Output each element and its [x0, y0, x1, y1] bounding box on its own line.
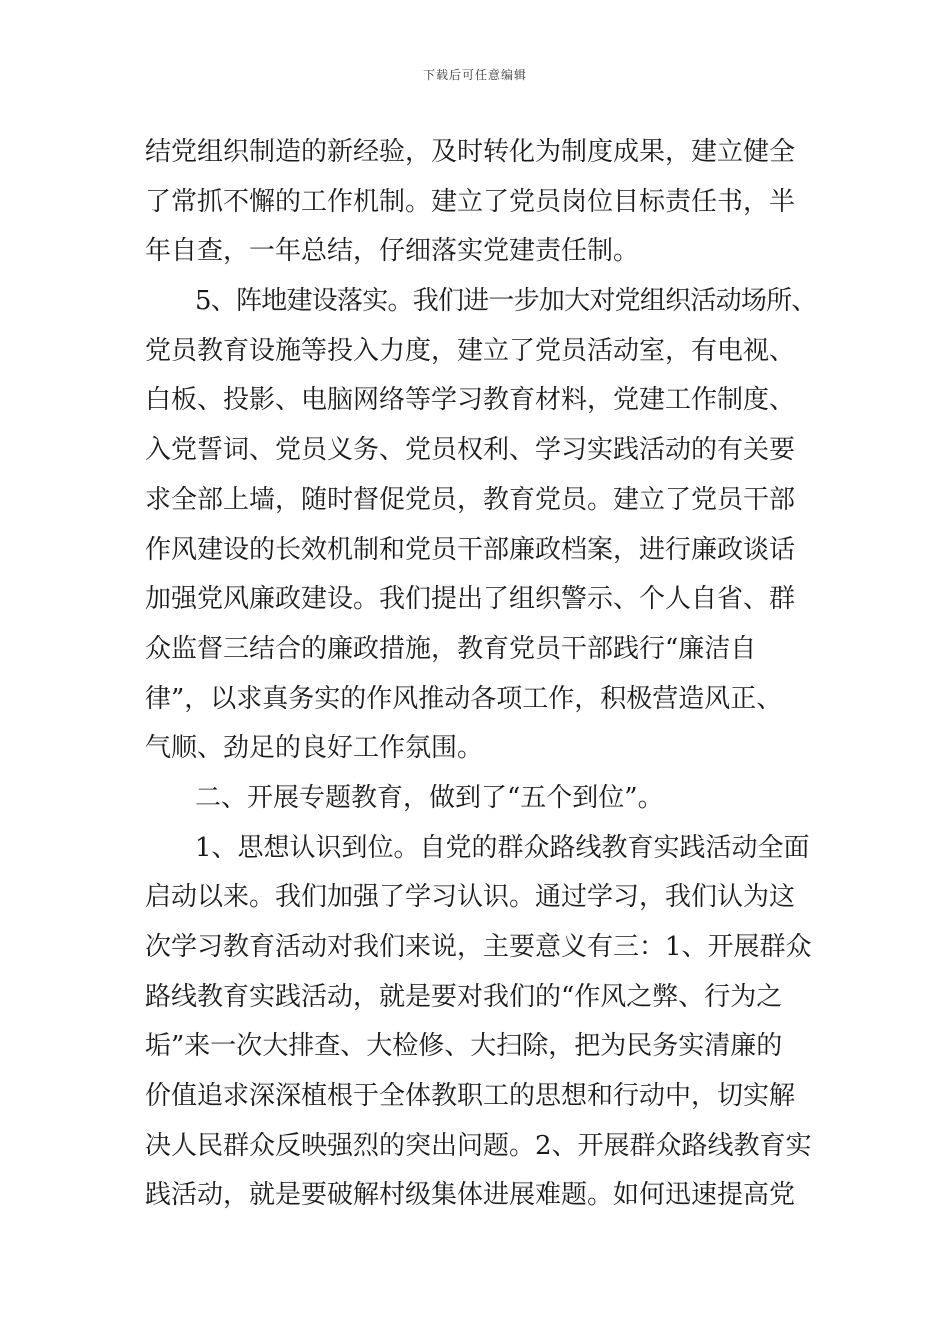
text-line: 加强党风廉政建设。我们提出了组织警示、个人自省、群 — [145, 584, 796, 615]
body-text — [145, 128, 817, 1221]
text-line: 作风建设的长效机制和党员干部廉政档案，进行廉政谈话 — [145, 534, 796, 565]
text-line: 求全部上墙，随时督促党员，教育党员。建立了党员干部 — [145, 484, 796, 515]
text-line: 众监督三结合的廉政措施，教育党员干部践行“廉洁自 — [145, 633, 757, 664]
text-line: 二、开展专题教育，做到了“五个到位”。 — [195, 782, 664, 813]
text-line: 1、思想认识到位。自党的群众路线教育实践活动全面 — [195, 832, 810, 863]
text-line: 路线教育实践活动，就是要对我们的“作风之弊、行为之 — [145, 981, 783, 1012]
text-line: 气顺、劲足的良好工作氛围。 — [145, 733, 484, 764]
text-line: 年自查，一年总结，仔细落实党建责任制。 — [145, 236, 640, 267]
text-line: 垢”来一次大排查、大检修、大扫除，把为民务实清廉的 — [145, 1031, 783, 1062]
text-line: 了常抓不懈的工作机制。建立了党员岗位目标责任书，半 — [145, 186, 796, 217]
text-line: 价值追求深深植根于全体教职工的思想和行动中，切实解 — [145, 1081, 796, 1112]
text-line: 律”，以求真务实的作风推动各项工作，积极营造风正、 — [145, 683, 783, 714]
text-line: 5、阵地建设落实。我们进一步加大对党组织活动场所、 — [195, 286, 817, 317]
text-line: 决人民群众反映强烈的突出问题。2、开展群众路线教育实 — [145, 1130, 812, 1161]
text-line: 入党誓词、党员义务、党员权利、学习实践活动的有关要 — [145, 435, 796, 466]
text-line: 白板、投影、电脑网络等学习教育材料，党建工作制度、 — [145, 385, 796, 416]
text-line: 党员教育设施等投入力度，建立了党员活动室，有电视、 — [145, 335, 796, 366]
text-line: 启动以来。我们加强了学习认识。通过学习，我们认为这 — [145, 882, 796, 913]
text-line: 结党组织制造的新经验，及时转化为制度成果，建立健全 — [145, 137, 796, 167]
text-line: 践活动，就是要破解村级集体进展难题。如何迅速提高党 — [145, 1180, 796, 1211]
header-note: 下载后可任意编辑 — [422, 68, 527, 82]
text-line: 次学习教育活动对我们来说，主要意义有三：1、开展群众 — [145, 932, 812, 962]
